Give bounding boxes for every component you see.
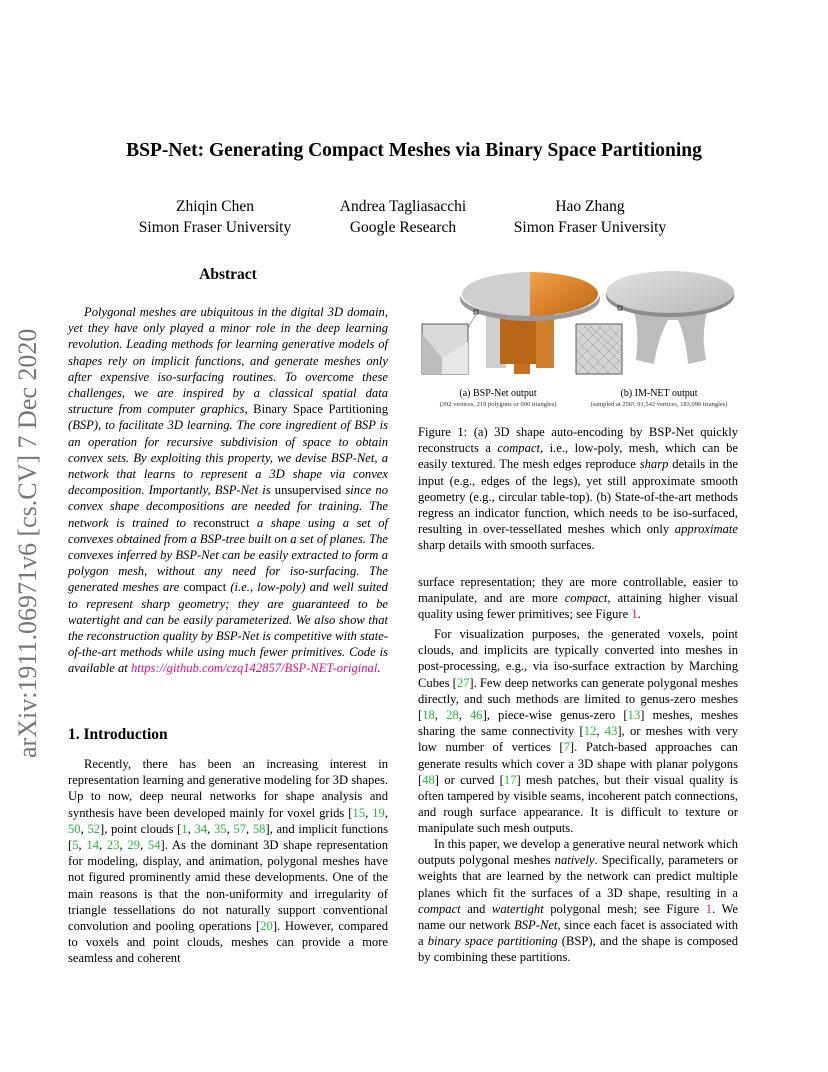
citation-link[interactable]: 7	[563, 740, 570, 755]
subcaption-b-detail: (sampled at 256³, 91,542 vertices, 183,096 triangles)	[590, 401, 728, 408]
abstract-text: a shape using a set of convexes obtained from a BSP-tree built on a set of planes. The convexes inferred by BSP-Net can be easily extracted to form a polygon mesh, without any need for iso-surfacing. The generated meshes are	[68, 515, 389, 595]
author-block-1	[130, 196, 300, 238]
im-net-table-render	[606, 271, 734, 364]
abstract-text: (i.e., low-poly)	[230, 580, 306, 595]
im-net-inset	[576, 324, 622, 374]
author-name: Andrea Tagliasacchi	[339, 198, 467, 215]
body-paragraph: For visualization purposes, the generated voxels, point clouds, and implicits are typically converted into meshes in post-processing, e.g., via iso-surface extraction by Marching Cubes [27]. Few deep networks can generate polygonal meshes directly, and such methods are limited to genus-zero meshes [18, 28, 46], piece-wise genus-zero [13] meshes, meshes sharing the same connectivity [12, 43], or meshes with very low number of vertices [7]. Patch-based approaches can generate results which cover a 3D shape with planar polygons [48] or curved [17] mesh patches, but their visual quality is often tampered by visible seams, incoherent patch connections, and rough surface appearance. It is difficult to texture or manipulate such mesh outputs.	[418, 627, 739, 836]
citation-link[interactable]: 29	[127, 838, 140, 853]
author-affiliation: Simon Fraser University	[513, 219, 667, 236]
code-link[interactable]: https://github.com/czq142857/BSP-NET-original	[130, 661, 378, 676]
figure-1	[418, 268, 740, 414]
abstract-text: reconstruct	[185, 515, 258, 530]
citation-link[interactable]: 17	[503, 772, 517, 787]
author-name: Zhiqin Chen	[176, 198, 254, 215]
abstract-text: unsupervised	[270, 483, 346, 498]
abstract-text: Polygonal meshes are ubiquitous in the digital 3D domain, yet they have only played a minor role in the deep learning revolution. Leading methods for learning generative models of shapes rely on implicit functions, and generate meshes only after expensive iso-surfacing routines. To overcome these challenges, we are inspired by a classical spatial data structure from computer graphics,	[68, 305, 388, 417]
figure-ref-link[interactable]: 1	[631, 607, 638, 622]
citation-link[interactable]: 27	[456, 675, 470, 690]
citation-link[interactable]: 46	[469, 708, 483, 723]
citation-link[interactable]: 20	[260, 919, 273, 934]
paper-title: BSP-Net: Generating Compact Meshes via Binary Space Partitioning	[126, 140, 702, 161]
body-paragraph: surface representation; they are more controllable, easier to manipulate, and are more compact, attaining higher visual quality using fewer primitives; see Figure 1.	[418, 575, 738, 622]
body-paragraph: In this paper, we develop a generative neural network which outputs polygonal meshes natively. Specifically, parameters or weights that are learned by the network can predict multiple planes which fit the surfaces of a 3D shape, resulting in a compact and watertight polygonal mesh; see Figure 1. We name our network BSP-Net, since each facet is associated with a binary space partitioning (BSP), and the shape is composed by combining these partitions.	[418, 837, 738, 965]
citation-link[interactable]: 58	[252, 821, 266, 836]
author-block-3	[500, 196, 680, 238]
citation-link[interactable]: 43	[604, 724, 618, 739]
citation-link[interactable]: 18	[422, 708, 435, 723]
citation-link[interactable]: 1	[181, 821, 188, 836]
citation-link[interactable]: 5	[72, 838, 79, 853]
citation-link[interactable]: 23	[106, 838, 120, 853]
abstract-text: compact	[179, 580, 231, 595]
abstract-text: and well suited to represent sharp geometry; they are guaranteed to be watertight and can be easily parameterized. We also show that the reconstruction quality by BSP-Net is competitive with state-of-the-art methods while using much fewer primitives. Code is available at	[68, 580, 388, 676]
subcaption-b: (b) IM-NET output	[620, 388, 698, 399]
author-affiliation: Simon Fraser University	[138, 219, 292, 236]
citation-link[interactable]: 50	[68, 821, 81, 836]
author-block-2	[318, 196, 488, 238]
intro-paragraph: Recently, there has been an increasing interest in representation learning and generative modeling for 3D shapes. Up to now, deep neural networks for shape analysis and synthesis have been developed mainly for voxel grids [15, 19, 50, 52], point clouds [1, 34, 35, 57, 58], and implicit functions [5, 14, 23, 29, 54]. As the dominant 3D shape representation for modeling, display, and animation, polygonal meshes have not figured prominently amid these developments. One of the main reasons is that the non-uniformity and irregularity of triangle tessellations do not naturally support conventional convolution and pooling operations [20]. However, compared to voxels and point clouds, meshes can provide a more seamless and coherent	[68, 757, 389, 966]
abstract-text: (BSP), to facilitate 3D learning. The core ingredient of BSP is an operation for recursive subdivision of space to obtain convex sets. By exploiting this property, we devise BSP-Net, a network that learns to represent a 3D shape via convex decomposition. Importantly, BSP-Net is	[68, 418, 388, 498]
figure-ref-link[interactable]: 1	[705, 901, 713, 916]
arxiv-stamp-text: arXiv:1911.06971v6 [cs.CV] 7 Dec 2020	[13, 328, 42, 758]
citation-link[interactable]: 48	[422, 772, 435, 787]
abstract-text: Binary Space Partitioning	[247, 402, 388, 417]
figure-caption: Figure 1: (a) 3D shape auto-encoding by BSP-Net quickly reconstructs a compact, i.e., low-poly, mesh, which can be easily textured. The mesh edges reproduce sharp details in the input (e.g., edges of the legs), yet still approximate smooth geometry (e.g., circular table-top). (b) State-of-the-art methods regress an indicator function, which needs to be iso-surfaced, resulting in over-tessellated meshes which only approximate sharp details with smooth surfaces.	[418, 425, 739, 553]
citation-link[interactable]: 57	[233, 821, 246, 836]
citation-link[interactable]: 14	[86, 838, 99, 853]
bsp-net-inset	[422, 314, 476, 374]
abstract-body	[68, 304, 388, 677]
author-affiliation: Google Research	[349, 219, 457, 236]
citation-link[interactable]: 54	[147, 838, 161, 853]
citation-link[interactable]: 15	[352, 805, 366, 820]
subcaption-a-detail: (392 vertices, 219 polygons or 600 triangles)	[439, 401, 557, 408]
citation-link[interactable]: 13	[627, 708, 641, 723]
abstract-text: since no convex shape decompositions are needed for training. The network is trained to	[68, 483, 388, 530]
citation-link[interactable]: 19	[372, 805, 385, 820]
abstract-text: .	[377, 661, 381, 676]
figure-1-illustration	[418, 268, 740, 388]
abstract-heading: Abstract	[199, 266, 257, 283]
citation-link[interactable]: 12	[583, 724, 597, 739]
citation-link[interactable]: 52	[87, 821, 101, 836]
arxiv-stamp	[4, 290, 44, 760]
citation-link[interactable]: 35	[213, 821, 227, 836]
intro-heading: 1. Introduction	[68, 726, 168, 743]
author-name: Hao Zhang	[555, 198, 625, 215]
citation-link[interactable]: 28	[446, 708, 459, 723]
subcaption-a: (a) BSP-Net output	[459, 388, 537, 399]
citation-link[interactable]: 34	[194, 821, 208, 836]
